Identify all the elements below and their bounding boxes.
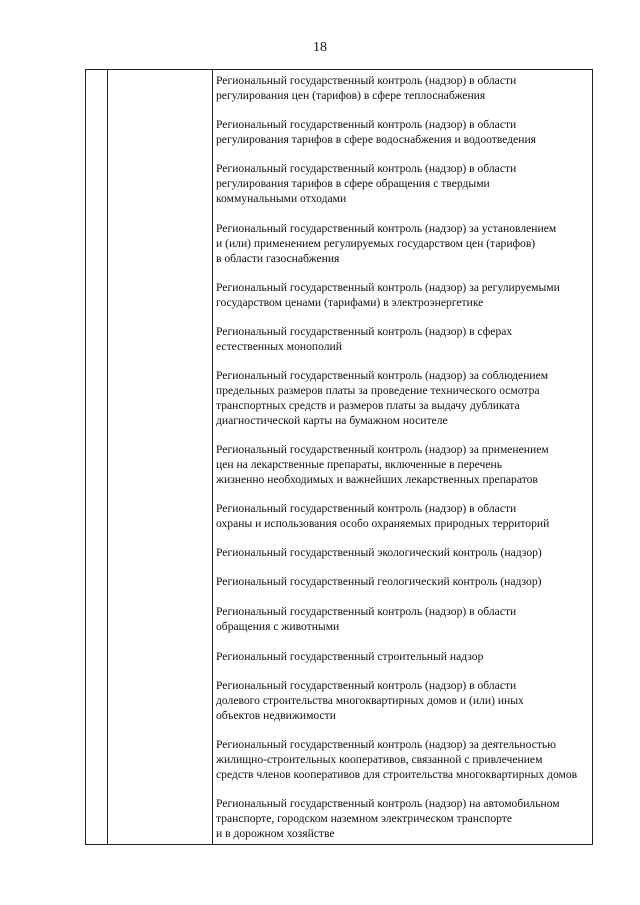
table-row-entry: Региональный государственный контроль (надзор) за деятельностью жилищно-строительных кооперативов, связанной с привлечением средств членов кооперативов для строительства многоквартирных домов <box>216 738 578 781</box>
page-number: 18 <box>313 40 327 55</box>
table-row-entry: Региональный государственный экологический контроль (надзор) <box>216 546 542 559</box>
table-row-entry: Региональный государственный контроль (надзор) за применением цен на лекарственные препараты, включенные в перечень жизненно необходимых и важнейших лекарственных препаратов <box>216 443 549 486</box>
table-row-entry: Региональный государственный контроль (надзор) в области регулирования цен (тарифов) в сфере теплоснабжения <box>216 74 517 102</box>
column-divider-number <box>107 69 108 845</box>
table-row-entry: Региональный государственный контроль (надзор) в области долевого строительства многоквартирных домов и (или) иных объектов недвижимости <box>216 679 524 722</box>
table-row-entry: Региональный государственный контроль (надзор) в области охраны и использования особо охраняемых природных территорий <box>216 502 550 530</box>
table-row-entry: Региональный государственный контроль (надзор) в области регулирования тарифов в сфере водоснабжения и водоотведения <box>216 118 537 146</box>
table-row-entry: Региональный государственный контроль (надзор) за установлением и (или) применением регулируемых государством цен (тарифов) в области газоснабжения <box>216 222 557 265</box>
table-row-entry: Региональный государственный контроль (надзор) в сферах естественных монополий <box>216 325 513 353</box>
column-divider-name <box>212 69 213 845</box>
table-row-entry: Региональный государственный геологический контроль (надзор) <box>216 575 542 588</box>
control-types-table <box>85 69 593 845</box>
table-row-entry: Региональный государственный контроль (надзор) в области обращения с животными <box>216 605 517 633</box>
table-row-entry: Региональный государственный контроль (надзор) в области регулирования тарифов в сфере обращения с твердыми коммунальными отходами <box>216 162 517 205</box>
table-row-entry: Региональный государственный строительный надзор <box>216 650 484 663</box>
table-top-border <box>85 69 593 70</box>
table-bottom-border <box>85 844 593 845</box>
table-row-entry: Региональный государственный контроль (надзор) за регулируемыми государством ценами (тарифами) в электроэнергетике <box>216 281 560 309</box>
table-left-border <box>85 69 86 845</box>
table-right-border <box>592 69 593 845</box>
table-row-entry: Региональный государственный контроль (надзор) за соблюдением предельных размеров платы за проведение технического осмотра транспортных средств и размеров платы за выдачу дубликата диагностической карты на бумажном носителе <box>216 369 549 427</box>
table-row-entry: Региональный государственный контроль (надзор) на автомобильном транспорте, городском наземном электрическом транспорте и в дорожном хозяйстве <box>216 797 560 840</box>
